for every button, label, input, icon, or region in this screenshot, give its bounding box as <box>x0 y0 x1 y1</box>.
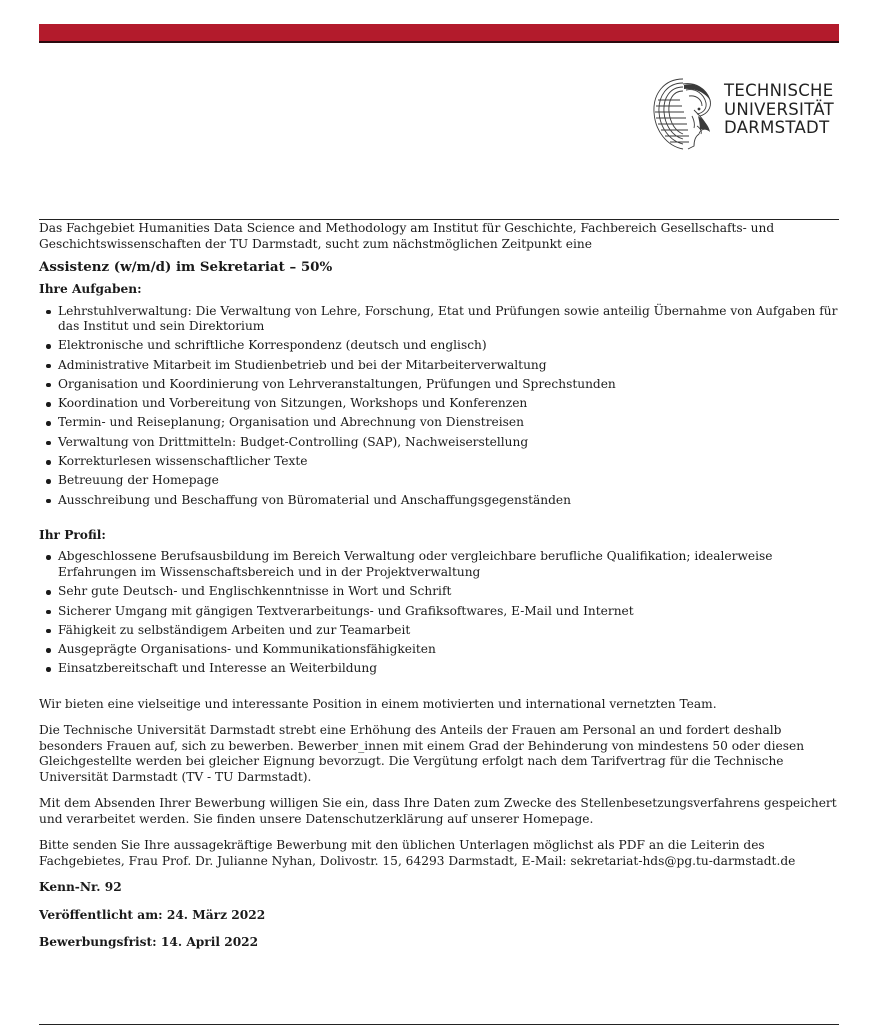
bottom-divider <box>39 1024 839 1025</box>
profile-item: Sicherer Umgang mit gängigen Textverarbeitungs- und Grafiksoftwares, E-Mail und Internet <box>58 604 839 620</box>
task-item: Administrative Mitarbeit im Studienbetrieb und bei der Mitarbeiterverwaltung <box>58 358 839 374</box>
task-item: Lehrstuhlverwaltung: Die Verwaltung von Lehre, Forschung, Etat und Prüfungen sowie anteilig Übernahme von Aufgaben für das Institut und sein Direktorium <box>58 303 838 333</box>
profile-list <box>39 549 839 676</box>
application-paragraph: Bitte senden Sie Ihre aussagekräftige Bewerbung mit den üblichen Unterlagen möglichst als PDF an die Leiterin des Fachgebietes, Frau Prof. Dr. Julianne Nyhan, Dolivostr. 15, 64293 Darmstadt, E-Mail: sekretariat-hds@pg.tu-darmstadt.de <box>39 838 796 868</box>
profile-item: Sehr gute Deutsch- und Englischkenntnisse in Wort und Schrift <box>58 584 839 600</box>
tasks-heading: Ihre Aufgaben: <box>39 282 142 296</box>
offer-paragraph: Wir bieten eine vielseitige und interessante Position in einem motivierten und international vernetzten Team. <box>39 696 717 711</box>
task-item: Verwaltung von Drittmitteln: Budget-Controlling (SAP), Nachweiserstellung <box>58 435 839 451</box>
university-logo <box>650 76 842 154</box>
tasks-list <box>39 304 839 509</box>
header-accent-bar <box>39 24 839 43</box>
task-item: Betreuung der Homepage <box>58 473 839 489</box>
task-item: Elektronische und schriftliche Korrespondenz (deutsch und englisch) <box>58 338 839 354</box>
profile-item: Fähigkeit zu selbständigem Arbeiten und zur Teamarbeit <box>58 623 839 639</box>
application-deadline: Bewerbungsfrist: 14. April 2022 <box>39 935 259 950</box>
job-posting-body <box>39 221 839 963</box>
task-item: Organisation und Koordinierung von Lehrveranstaltungen, Prüfungen und Sprechstunden <box>58 377 839 393</box>
task-item: Koordination und Vorbereitung von Sitzungen, Workshops und Konferenzen <box>58 396 839 412</box>
job-title: Assistenz (w/m/d) im Sekretariat – 50% <box>39 259 333 275</box>
university-name <box>724 82 834 138</box>
intro-text: Das Fachgebiet Humanities Data Science and Methodology am Institut für Geschichte, Fachbereich Gesellschafts- und Geschichtswissenschaften der TU Darmstadt, sucht zum nächstmöglichen Zeitpunkt eine <box>39 221 775 251</box>
published-date: Veröffentlicht am: 24. März 2022 <box>39 907 266 922</box>
logo-line-1: TECHNISCHE <box>724 81 834 100</box>
logo-line-2: UNIVERSITÄT <box>724 99 834 119</box>
privacy-paragraph: Mit dem Absenden Ihrer Bewerbung willigen Sie ein, dass Ihre Daten zum Zwecke des Stellenbesetzungsverfahrens gespeichert und verarbeitet werden. Sie finden unsere Datenschutzerklärung auf unserer Homepage. <box>39 796 837 826</box>
profile-item: Einsatzbereitschaft und Interesse an Weiterbildung <box>58 661 839 677</box>
profile-item: Abgeschlossene Berufsausbildung im Bereich Verwaltung oder vergleichbare berufliche Qualifikation; idealerweise Erfahrungen im Wissenschaftsbereich und in der Projektverwaltung <box>58 549 839 580</box>
logo-line-3: DARMSTADT <box>724 118 830 137</box>
profile-heading: Ihr Profil: <box>39 527 106 542</box>
task-item: Korrekturlesen wissenschaftlicher Texte <box>58 454 839 470</box>
task-item: Termin- und Reiseplanung; Organisation und Abrechnung von Dienstreisen <box>58 415 839 431</box>
equality-paragraph: Die Technische Universität Darmstadt strebt eine Erhöhung des Anteils der Frauen am Personal an und fordert deshalb besonders Frauen auf, sich zu bewerben. Bewerber_innen mit einem Grad der Behinderung von mindestens 50 oder diesen Gleichgestellte werden bei gleicher Eignung bevorzugt. Die Vergütung erfolgt nach dem Tarifvertrag für die Technische Universität Darmstadt (TV - TU Darmstadt). <box>39 723 805 784</box>
athena-seal-icon <box>650 76 716 152</box>
task-item: Ausschreibung und Beschaffung von Büromaterial und Anschaffungsgegenständen <box>58 493 839 509</box>
profile-item: Ausgeprägte Organisations- und Kommunikationsfähigkeiten <box>58 642 839 658</box>
top-divider <box>39 219 839 220</box>
reference-number: Kenn-Nr. 92 <box>39 880 122 895</box>
